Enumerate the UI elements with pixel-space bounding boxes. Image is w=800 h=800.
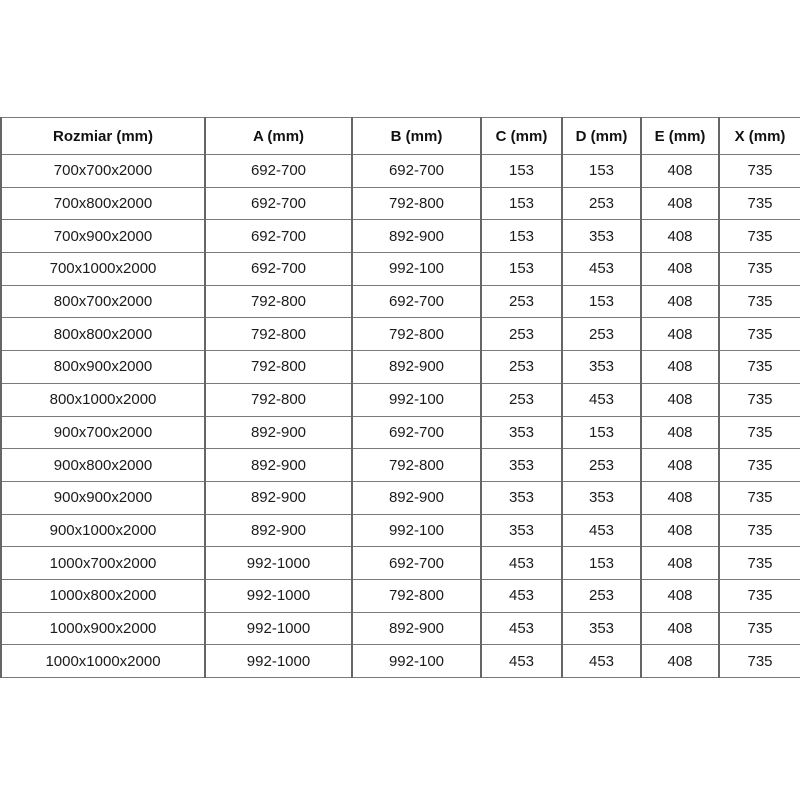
table-cell: 453 (481, 547, 562, 580)
table-cell: 792-800 (352, 449, 481, 482)
table-cell: 253 (481, 383, 562, 416)
table-cell: 792-800 (205, 351, 352, 384)
table-cell: 353 (481, 416, 562, 449)
header-cell: E (mm) (641, 118, 719, 155)
table-cell: 800x900x2000 (1, 351, 205, 384)
table-cell: 253 (562, 449, 641, 482)
table-cell: 992-100 (352, 253, 481, 286)
table-cell: 408 (641, 383, 719, 416)
table-row (1, 155, 800, 188)
table-row (1, 547, 800, 580)
table-cell: 153 (481, 155, 562, 188)
table-cell: 892-900 (205, 481, 352, 514)
table-cell: 353 (562, 351, 641, 384)
table-cell: 153 (562, 285, 641, 318)
table-cell: 692-700 (352, 285, 481, 318)
table-cell: 253 (481, 318, 562, 351)
table-cell: 408 (641, 514, 719, 547)
table-cell: 453 (562, 383, 641, 416)
table-row (1, 253, 800, 286)
table-cell: 408 (641, 449, 719, 482)
table-cell: 900x700x2000 (1, 416, 205, 449)
table-cell: 153 (562, 416, 641, 449)
table-cell: 735 (719, 351, 800, 384)
table-cell: 735 (719, 383, 800, 416)
table-cell: 408 (641, 220, 719, 253)
table-row (1, 383, 800, 416)
table-row (1, 645, 800, 678)
table-cell: 792-800 (205, 383, 352, 416)
table-cell: 692-700 (352, 155, 481, 188)
table-cell: 353 (562, 481, 641, 514)
table-cell: 453 (481, 579, 562, 612)
table-cell: 408 (641, 187, 719, 220)
table-cell: 692-700 (205, 220, 352, 253)
table-cell: 992-100 (352, 383, 481, 416)
table-row (1, 187, 800, 220)
table-cell: 700x900x2000 (1, 220, 205, 253)
table-row (1, 579, 800, 612)
table-cell: 892-900 (352, 481, 481, 514)
table-row (1, 318, 800, 351)
table-cell: 735 (719, 220, 800, 253)
table-cell: 408 (641, 351, 719, 384)
table-cell: 453 (562, 514, 641, 547)
table-cell: 408 (641, 645, 719, 678)
table-cell: 153 (481, 220, 562, 253)
table-cell: 735 (719, 253, 800, 286)
table-cell: 692-700 (205, 155, 352, 188)
table-cell: 692-700 (205, 253, 352, 286)
table-cell: 353 (562, 220, 641, 253)
table-cell: 892-900 (352, 220, 481, 253)
table-cell: 453 (481, 612, 562, 645)
table-cell: 900x900x2000 (1, 481, 205, 514)
table-cell: 700x800x2000 (1, 187, 205, 220)
table-cell: 253 (562, 318, 641, 351)
table-cell: 900x800x2000 (1, 449, 205, 482)
table-header-row (1, 118, 800, 155)
table-row (1, 220, 800, 253)
table-cell: 735 (719, 514, 800, 547)
table-cell: 992-100 (352, 645, 481, 678)
table-cell: 792-800 (352, 187, 481, 220)
table-cell: 892-900 (205, 514, 352, 547)
header-cell: Rozmiar (mm) (1, 118, 205, 155)
table-row (1, 449, 800, 482)
table-cell: 153 (481, 187, 562, 220)
table-cell: 408 (641, 416, 719, 449)
table-cell: 735 (719, 612, 800, 645)
table-cell: 408 (641, 318, 719, 351)
table-cell: 408 (641, 579, 719, 612)
table-body (1, 155, 800, 678)
table-cell: 353 (562, 612, 641, 645)
table-cell: 253 (562, 579, 641, 612)
table-row (1, 481, 800, 514)
table-cell: 892-900 (352, 612, 481, 645)
table-cell: 735 (719, 285, 800, 318)
table-cell: 892-900 (352, 351, 481, 384)
table-cell: 453 (562, 253, 641, 286)
table-row (1, 514, 800, 547)
table-cell: 692-700 (352, 547, 481, 580)
table-cell: 1000x800x2000 (1, 579, 205, 612)
table-cell: 408 (641, 285, 719, 318)
table-cell: 700x1000x2000 (1, 253, 205, 286)
table-cell: 1000x900x2000 (1, 612, 205, 645)
table-cell: 1000x700x2000 (1, 547, 205, 580)
table-cell: 992-1000 (205, 547, 352, 580)
table-cell: 735 (719, 579, 800, 612)
table-row (1, 351, 800, 384)
table-cell: 735 (719, 416, 800, 449)
table-cell: 735 (719, 449, 800, 482)
header-cell: X (mm) (719, 118, 800, 155)
table-cell: 792-800 (205, 318, 352, 351)
table-cell: 408 (641, 481, 719, 514)
table-cell: 353 (481, 481, 562, 514)
table-cell: 692-700 (205, 187, 352, 220)
table-row (1, 416, 800, 449)
table-cell: 735 (719, 645, 800, 678)
table-cell: 408 (641, 253, 719, 286)
size-spec-table (0, 117, 800, 678)
table-cell: 992-1000 (205, 645, 352, 678)
table-cell: 153 (481, 253, 562, 286)
table-cell: 792-800 (352, 579, 481, 612)
table-cell: 735 (719, 547, 800, 580)
table-cell: 892-900 (205, 449, 352, 482)
table-cell: 800x700x2000 (1, 285, 205, 318)
table-cell: 735 (719, 187, 800, 220)
table-cell: 735 (719, 155, 800, 188)
table-cell: 253 (481, 351, 562, 384)
table-cell: 353 (481, 449, 562, 482)
table-cell: 408 (641, 612, 719, 645)
header-cell: A (mm) (205, 118, 352, 155)
table-row (1, 612, 800, 645)
table-cell: 735 (719, 481, 800, 514)
table-cell: 992-1000 (205, 612, 352, 645)
table-cell: 900x1000x2000 (1, 514, 205, 547)
table-cell: 992-100 (352, 514, 481, 547)
table-cell: 692-700 (352, 416, 481, 449)
table-cell: 735 (719, 318, 800, 351)
header-cell: D (mm) (562, 118, 641, 155)
table-cell: 792-800 (352, 318, 481, 351)
table-cell: 153 (562, 547, 641, 580)
table-cell: 408 (641, 155, 719, 188)
table-cell: 800x800x2000 (1, 318, 205, 351)
table-cell: 792-800 (205, 285, 352, 318)
table-cell: 453 (481, 645, 562, 678)
table-cell: 1000x1000x2000 (1, 645, 205, 678)
header-cell: C (mm) (481, 118, 562, 155)
table-cell: 800x1000x2000 (1, 383, 205, 416)
table-cell: 892-900 (205, 416, 352, 449)
table-cell: 992-1000 (205, 579, 352, 612)
table-row (1, 285, 800, 318)
table-cell: 408 (641, 547, 719, 580)
table-cell: 153 (562, 155, 641, 188)
table-cell: 353 (481, 514, 562, 547)
size-table-container (0, 117, 800, 678)
table-cell: 253 (481, 285, 562, 318)
table-cell: 700x700x2000 (1, 155, 205, 188)
header-cell: B (mm) (352, 118, 481, 155)
table-cell: 253 (562, 187, 641, 220)
table-cell: 453 (562, 645, 641, 678)
